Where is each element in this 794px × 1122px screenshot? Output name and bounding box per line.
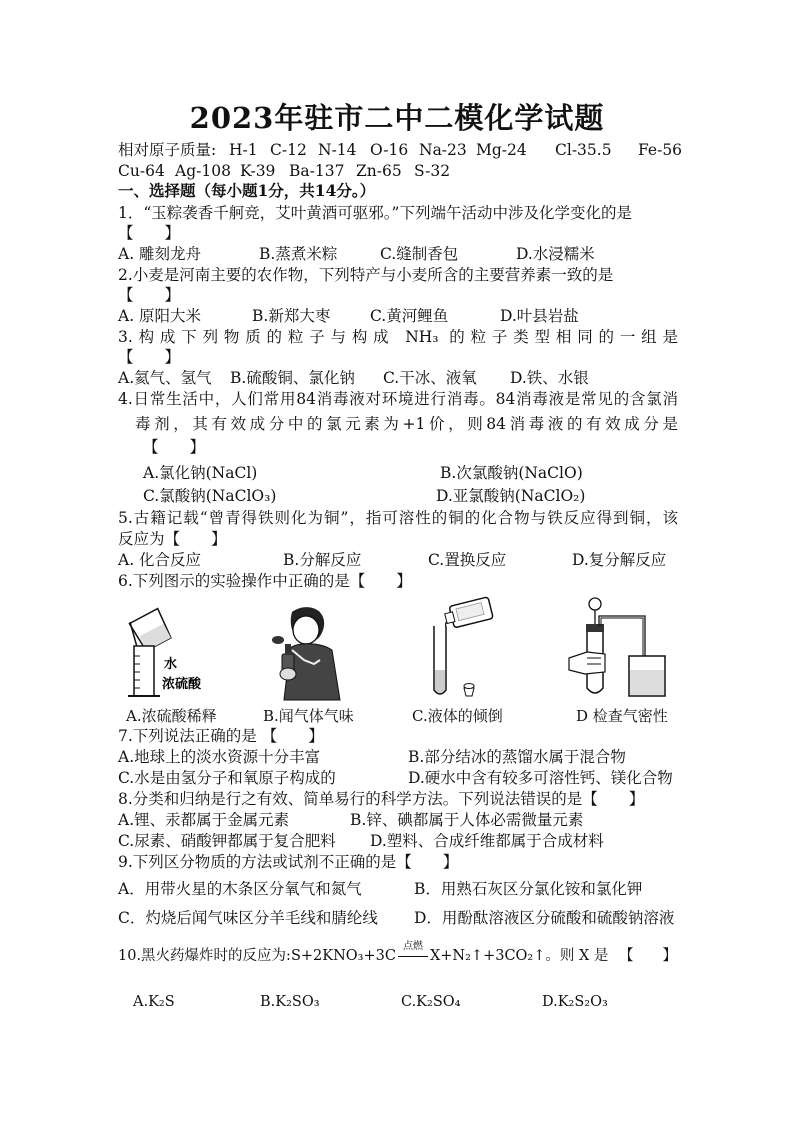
option-d: D．用酚酞溶液区分硫酸和硫酸钠溶液	[414, 909, 675, 927]
figure-label-water: 水	[164, 657, 178, 672]
condition-label: 点燃	[402, 941, 423, 952]
option-d: D.水浸糯米	[516, 245, 595, 263]
option-b: B.锌、碘都属于人体必需微量元素	[350, 811, 584, 829]
figure-d-caption: D 检查气密性	[576, 707, 668, 725]
option-c: C.尿素、硝酸钾都属于复合肥料	[118, 832, 336, 850]
question-4-stem-line-1: 4.日常生活中，人们常用84消毒液对环境进行消毒。84消毒液是常见的含氯消	[118, 390, 678, 408]
option-d: D.K₂S₂O₃	[542, 994, 608, 1010]
answer-bracket: 【 】	[118, 224, 181, 242]
figure-c-pouring-liquid	[424, 596, 514, 700]
option-a: A. 原阳大米	[118, 307, 202, 325]
atomic-mass-label: 相对原子质量:	[118, 141, 217, 159]
atomic-mass-item: Cl-35.5	[555, 141, 612, 159]
option-a: A.锂、汞都属于金属元素	[118, 811, 290, 829]
atomic-mass-item: Mg-24	[476, 141, 527, 159]
figure-a-acid-dilution	[122, 600, 212, 700]
figure-b-smell-gas	[262, 604, 352, 702]
option-d: D.亚氯酸钠(NaClO₂)	[436, 487, 586, 505]
atomic-mass-item: N-14	[318, 141, 357, 159]
question-8-stem: 8.分类和归纳是行之有效、简单易行的科学方法。下列说法错误的是【 】	[118, 790, 645, 808]
answer-bracket: 【 】	[118, 348, 181, 366]
figure-label-acid: 浓硫酸	[162, 677, 202, 692]
atomic-mass-item: Zn-65	[356, 162, 402, 180]
graduated-cylinder-icon	[128, 646, 160, 696]
question-5-stem-line-1: 5.古籍记载“曾青得铁则化为铜”，指可溶性的铜的化合物与铁反应得到铜，该	[118, 509, 678, 527]
option-c: C.黄河鲤鱼	[370, 307, 449, 325]
atomic-mass-item: C-12	[270, 141, 307, 159]
option-a: A. 雕刻龙舟	[118, 245, 202, 263]
option-c: C.氯酸钠(NaClO₃)	[143, 487, 277, 505]
option-d: D.叶县岩盐	[500, 307, 579, 325]
equation-left: 10.黑火药爆炸时的反应为:S+2KNO₃+3C	[118, 948, 396, 964]
question-4-stem-line-2: 毒剂，其有效成分中的氯元素为+1价，则84消毒液的有效成分是	[135, 415, 678, 433]
beaker-icon	[629, 656, 665, 696]
figure-b-caption: B.闻气体气味	[263, 707, 354, 725]
option-c: C．灼烧后闻气味区分羊毛线和腈纶线	[118, 909, 378, 927]
atomic-mass-item: Na-23	[419, 141, 467, 159]
atomic-mass-item: Cu-64	[118, 162, 165, 180]
option-b: B.次氯酸钠(NaClO)	[440, 464, 583, 482]
exam-title: 2023年驻市二中二模化学试题	[189, 101, 605, 135]
option-d: D.塑料、合成纤维都属于合成材料	[370, 832, 604, 850]
question-6-stem: 6.下列图示的实验操作中正确的是【 】	[118, 572, 412, 590]
option-d: D.复分解反应	[572, 551, 667, 569]
option-c: C.水是由氢分子和氧原子构成的	[118, 769, 336, 787]
option-d: D.铁、水银	[510, 369, 589, 387]
option-a: A. 化合反应	[118, 551, 202, 569]
atomic-mass-item: K-39	[240, 162, 276, 180]
hand-icon	[569, 652, 605, 674]
figure-d-airtightness-check	[565, 594, 675, 702]
answer-bracket: 【 】	[143, 438, 206, 456]
atomic-mass-item: S-32	[414, 162, 451, 180]
answer-bracket: 【 】	[619, 948, 677, 964]
option-c: C.置换反应	[428, 551, 507, 569]
question-2-stem: 2.小麦是河南主要的农作物，下列特产与小麦所含的主要营养素一致的是	[118, 266, 614, 284]
question-7-stem: 7.下列说法正确的是 【 】	[118, 727, 324, 745]
atomic-mass-item: H-1	[229, 141, 258, 159]
option-b: B．用熟石灰区分氯化铵和氯化钾	[414, 880, 643, 898]
option-a: A．用带火星的木条区分氧气和氮气	[118, 880, 362, 898]
option-a: A.氦气、氢气	[118, 369, 212, 387]
option-c: C.缝制香包	[380, 245, 459, 263]
hand-icon	[272, 636, 284, 644]
option-a: A.K₂S	[133, 994, 175, 1010]
reagent-bottle-icon	[443, 597, 493, 629]
option-b: B.部分结冰的蒸馏水属于混合物	[408, 748, 626, 766]
atomic-mass-item: Fe-56	[638, 141, 683, 159]
option-b: B.硫酸铜、氯化钠	[230, 369, 355, 387]
option-a: A.地球上的淡水资源十分丰富	[118, 748, 321, 766]
option-a: A.氯化钠(NaCl)	[143, 464, 258, 482]
option-c: C.干冰、液氧	[383, 369, 477, 387]
equation-right: X+N₂↑+3CO₂↑。则 X 是	[429, 948, 609, 964]
reaction-condition	[396, 941, 430, 966]
question-9-stem: 9.下列区分物质的方法或试剂不正确的是【 】	[118, 853, 459, 871]
figure-a-caption: A.浓硫酸稀释	[126, 707, 217, 725]
answer-bracket: 【 】	[118, 286, 181, 304]
option-b: B.蒸煮米粽	[259, 245, 338, 263]
figure-c-caption: C.液体的倾倒	[412, 707, 503, 725]
section-heading: 一、选择题（每小题1分，共14分。）	[118, 181, 376, 200]
bottle-stopper-icon	[464, 684, 474, 697]
option-d: D.硬水中含有较多可溶性钙、镁化合物	[408, 769, 673, 787]
option-b: B.分解反应	[283, 551, 362, 569]
test-tube-icon	[434, 626, 446, 694]
question-10-stem	[118, 941, 609, 966]
option-b: B.新郑大枣	[252, 307, 331, 325]
question-1-stem: 1．“玉粽袭香千舸竞，艾叶黄酒可驱邪。”下列端午活动中涉及化学变化的是	[118, 204, 632, 222]
option-b: B.K₂SO₃	[260, 994, 320, 1010]
atomic-mass-item: O-16	[370, 141, 409, 159]
atomic-mass-item: Ba-137	[289, 162, 345, 180]
option-c: C.K₂SO₄	[401, 994, 461, 1010]
question-5-stem-line-2: 反应为【 】	[118, 530, 227, 548]
question-3-stem: 3.构成下列物质的粒子与构成 NH₃ 的粒子类型相同的一组是	[118, 328, 678, 346]
atomic-mass-item: Ag-108	[175, 162, 231, 180]
